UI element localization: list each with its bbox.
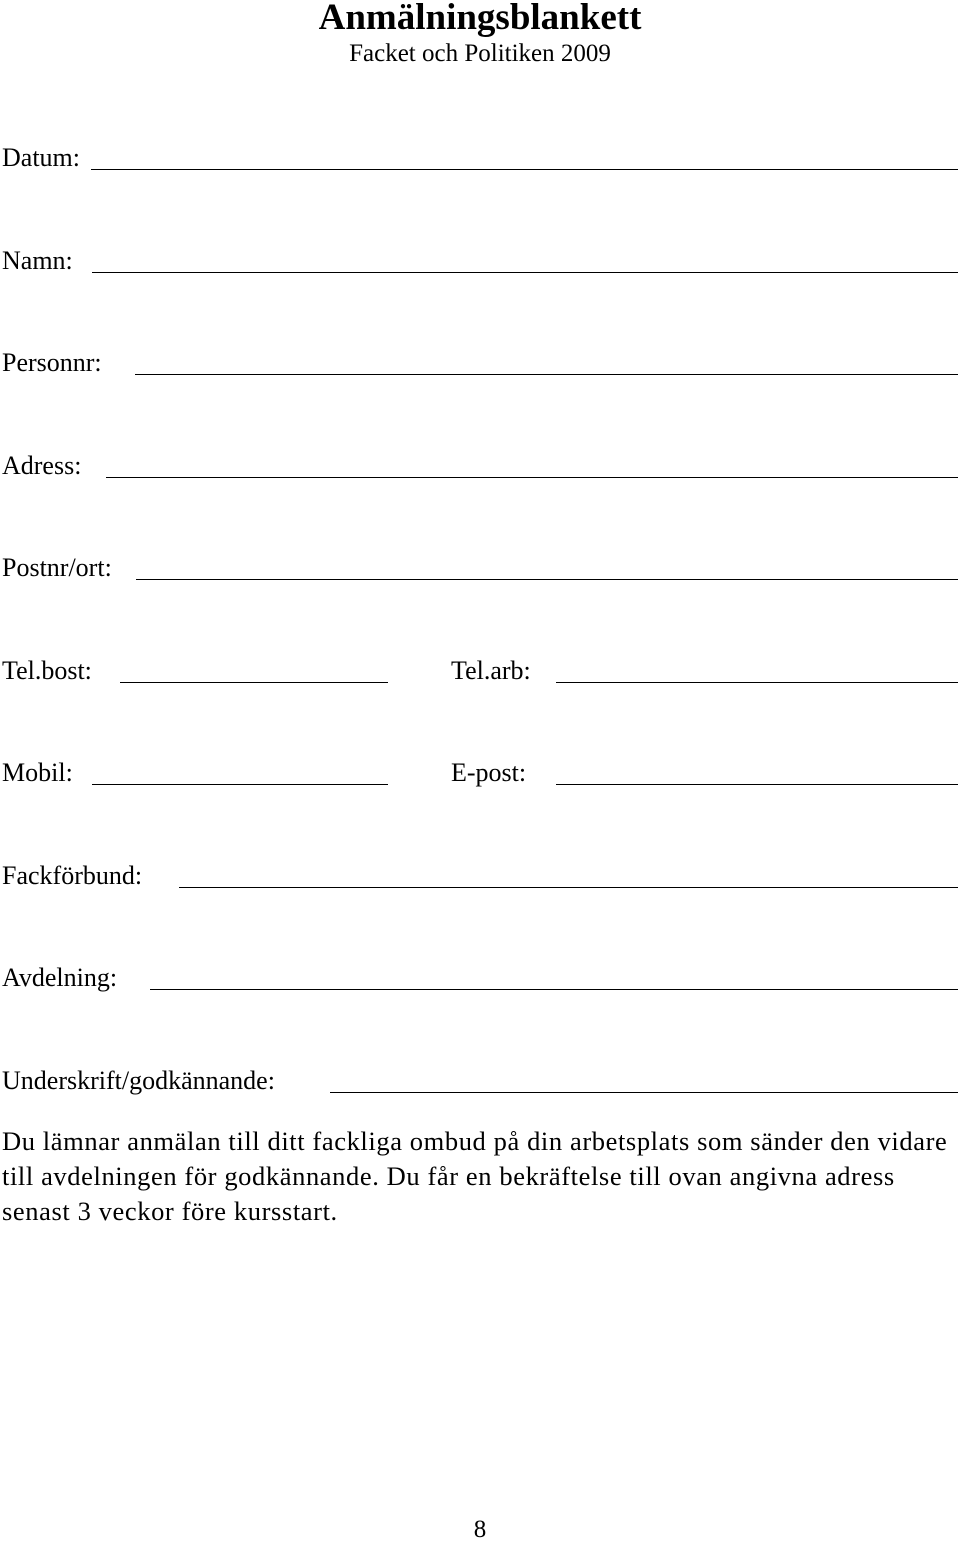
notice-text: Du lämnar anmälan till ditt fackliga ombud på din arbetsplats som sänder den vidare till avdelningen för godkännande. Du får en bekräftelse till ovan angivna adress senast 3 veckor före kursstart. — [2, 1126, 948, 1226]
form-title: Anmälningsblankett — [318, 0, 642, 38]
fackforbund-input-line[interactable] — [179, 887, 958, 888]
label-datum: Datum: — [2, 143, 80, 172]
namn-input-line[interactable] — [92, 272, 958, 273]
label-adress: Adress: — [2, 451, 82, 480]
label-tel-arb: Tel.arb: — [451, 656, 531, 685]
field-row-underskrift — [0, 1064, 960, 1104]
e-post-input-line[interactable] — [556, 784, 958, 785]
tel-arb-input-line[interactable] — [556, 682, 958, 683]
field-row-postnr-ort — [0, 551, 960, 591]
label-personnr: Personnr: — [2, 348, 102, 377]
field-row-mobil-epost — [0, 756, 960, 796]
adress-input-line[interactable] — [106, 477, 958, 478]
label-namn: Namn: — [2, 246, 73, 275]
postnr-ort-input-line[interactable] — [136, 579, 958, 580]
mobil-input-line[interactable] — [92, 784, 388, 785]
datum-input-line[interactable] — [91, 169, 958, 170]
label-tel-bost: Tel.bost: — [2, 656, 92, 685]
field-row-datum — [0, 141, 960, 181]
label-avdelning: Avdelning: — [2, 963, 118, 992]
field-row-avdelning — [0, 961, 960, 1001]
field-row-fackforbund — [0, 859, 960, 899]
avdelning-input-line[interactable] — [150, 989, 958, 990]
field-row-adress — [0, 449, 960, 489]
form-subtitle: Facket och Politiken 2009 — [349, 40, 611, 67]
underskrift-input-line[interactable] — [330, 1092, 958, 1093]
label-fackforbund: Fackförbund: — [2, 861, 143, 890]
page-number: 8 — [473, 1516, 487, 1543]
field-row-namn — [0, 244, 960, 284]
label-underskrift: Underskrift/godkännande: — [2, 1066, 275, 1095]
tel-bost-input-line[interactable] — [120, 682, 388, 683]
field-row-tel — [0, 654, 960, 694]
label-e-post: E-post: — [451, 758, 527, 787]
field-row-personnr — [0, 346, 960, 386]
label-postnr-ort: Postnr/ort: — [2, 553, 112, 582]
label-mobil: Mobil: — [2, 758, 73, 787]
personnr-input-line[interactable] — [135, 374, 958, 375]
